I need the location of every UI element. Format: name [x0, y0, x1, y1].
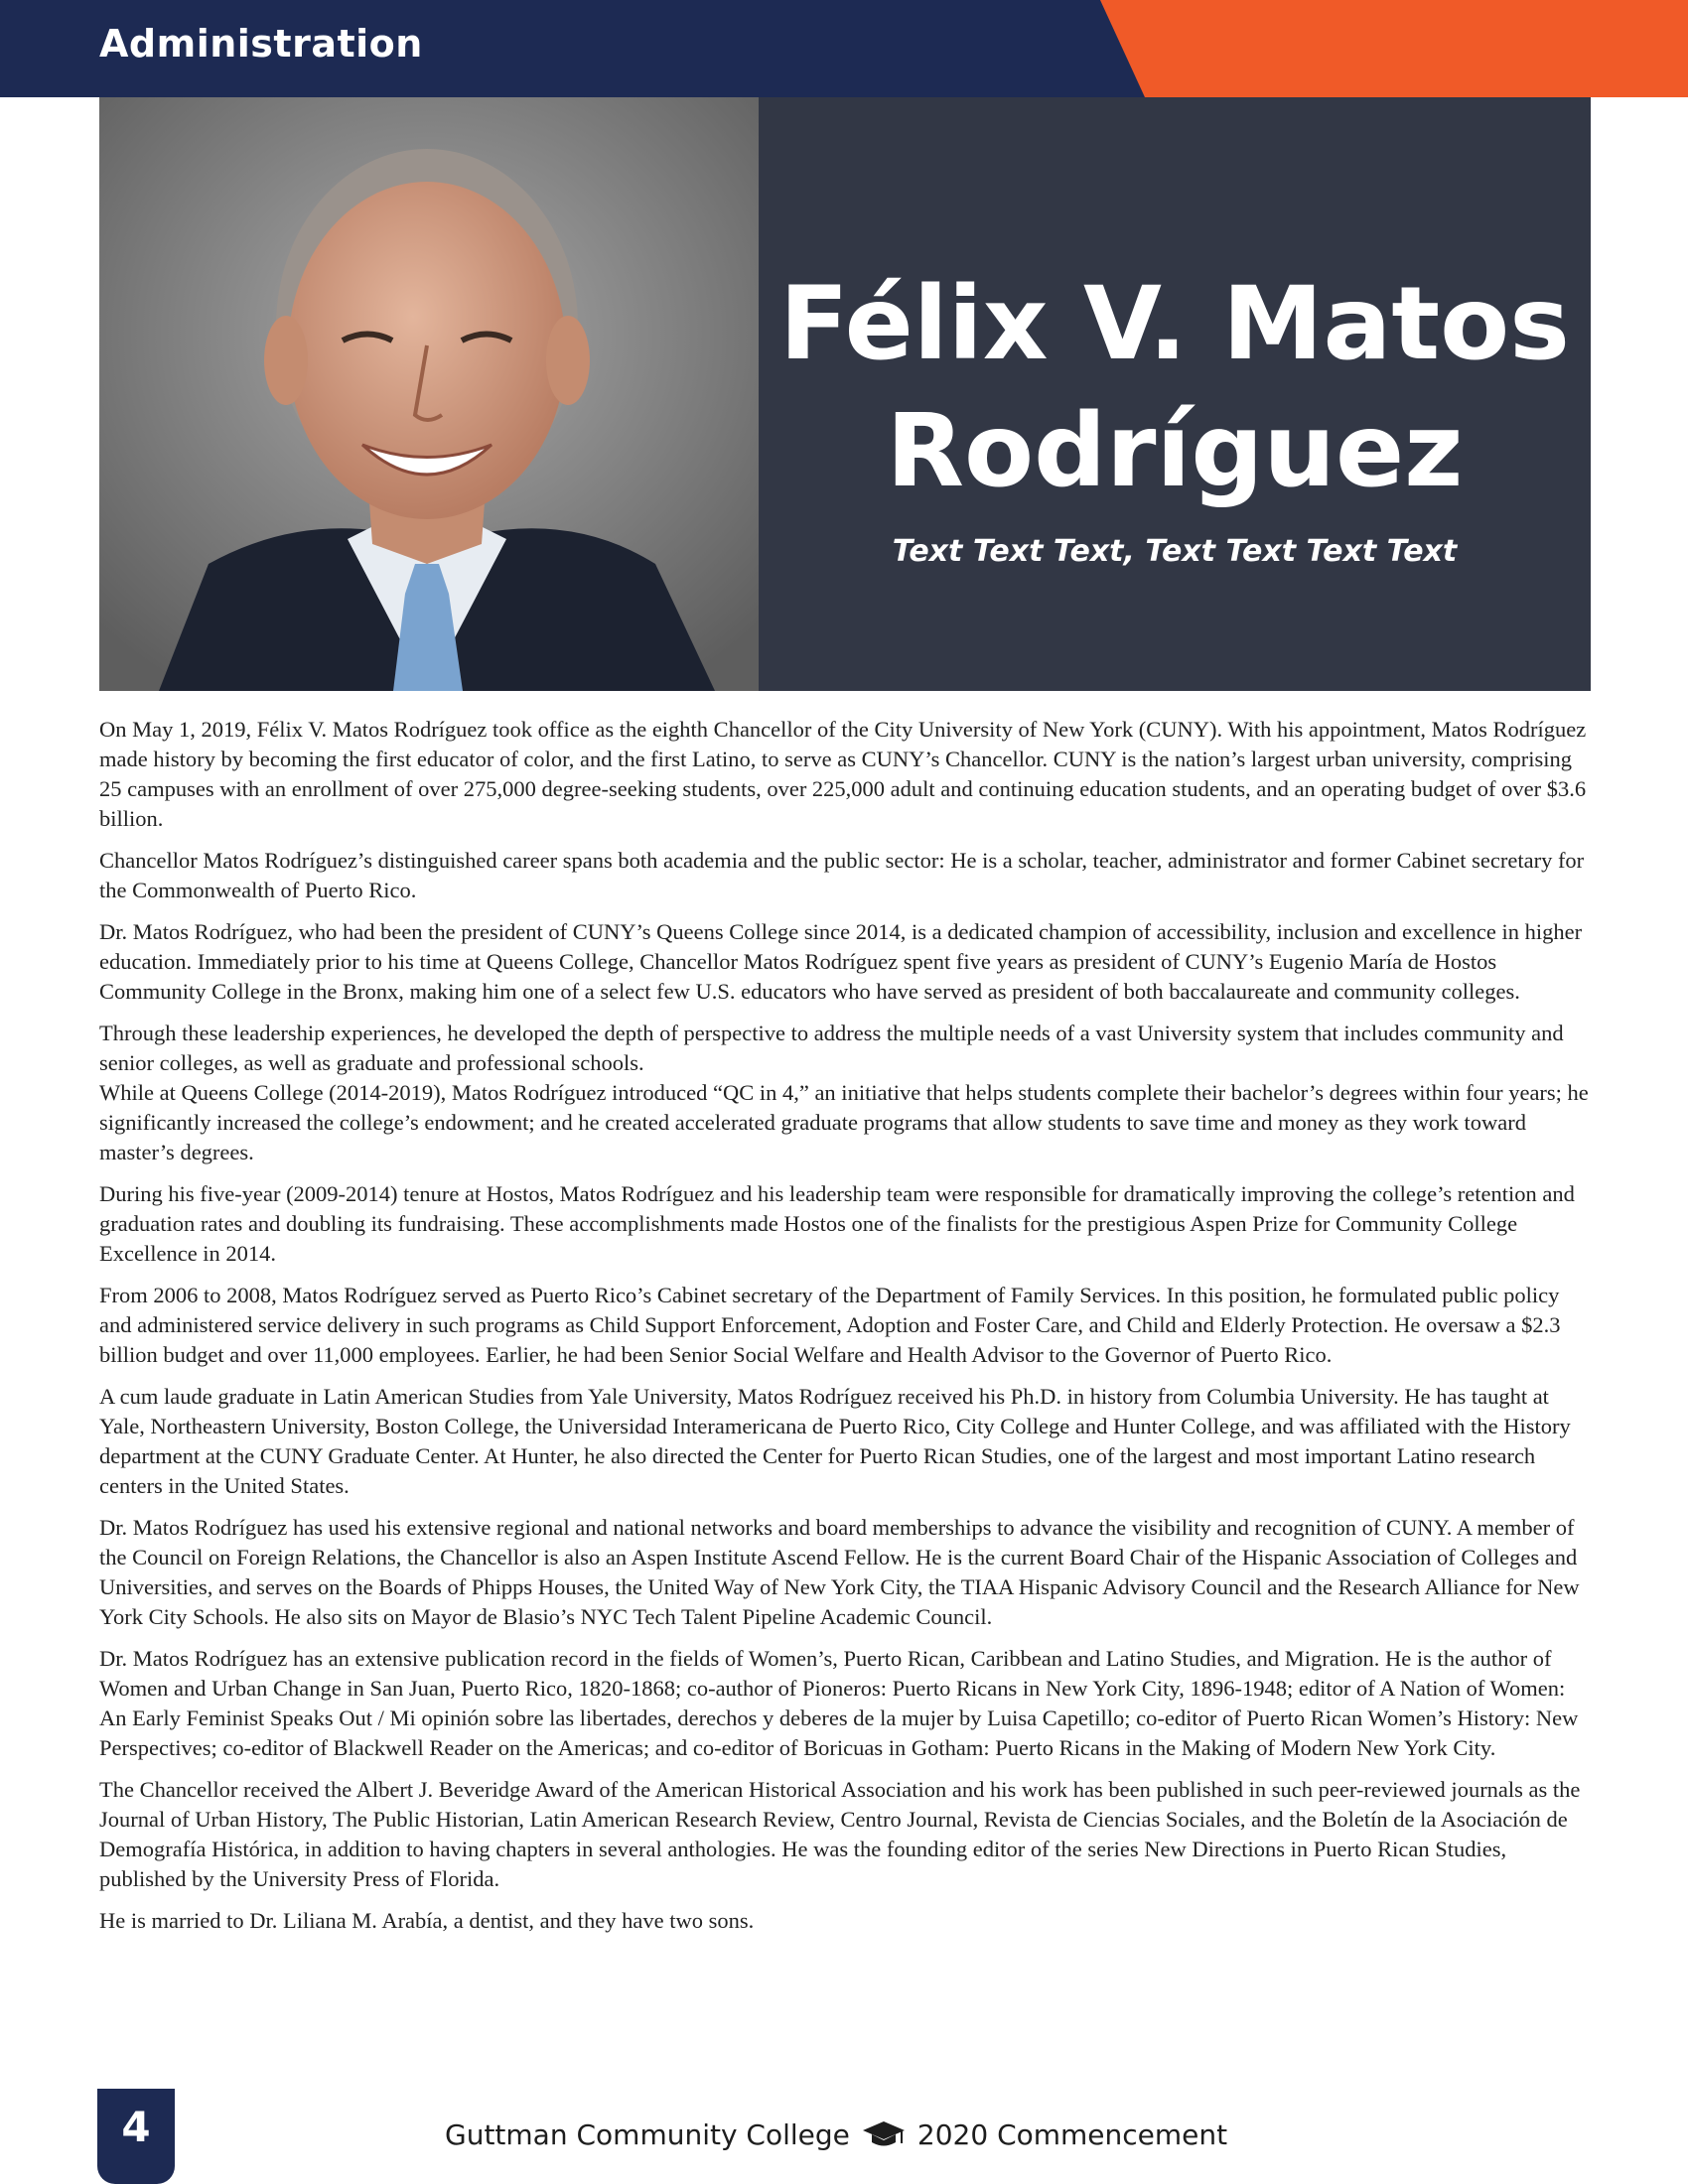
bio-paragraph: Chancellor Matos Rodríguez’s distinguished career spans both academia and the public sector: He is a scholar, teacher, administrator and former Cabinet secretary for the Commonwealth of Puerto Rico. — [99, 848, 1585, 902]
bio-paragraph: While at Queens College (2014-2019), Matos Rodríguez introduced “QC in 4,” an initiative that helps students complete their bachelor’s degrees within four years; he significantly increased the college’s endowment; and he created accelerated graduate programs that allow students to save time and money as they work toward master’s degrees. — [99, 1080, 1589, 1164]
bio-paragraph: During his five-year (2009-2014) tenure at Hostos, Matos Rodríguez and his leadership team were responsible for dramatically improving the college’s retention and graduation rates and doubling its fundraising. These accomplishments made Hostos one of the finalists for the prestigious Aspen Prize for Community College Excellence in 2014. — [99, 1181, 1575, 1266]
person-name-line1: Félix V. Matos — [779, 265, 1570, 383]
hero-panel — [99, 97, 1591, 691]
title-block — [759, 97, 1591, 691]
person-title: Text Text Text, Text Text Text Text — [892, 534, 1458, 569]
bio-paragraph: Through these leadership experiences, he developed the depth of perspective to address the multiple needs of a vast University system that includes community and senior colleges, as well as graduate and professional schools. — [99, 1021, 1564, 1075]
portrait-photo — [99, 97, 759, 691]
bio-paragraph: Dr. Matos Rodríguez, who had been the president of CUNY’s Queens College since 2014, is a dedicated champion of accessibility, inclusion and excellence in higher education. Immediately prior to his time at Queens College, Chancellor Matos Rodríguez spent five years as president of CUNY’s Eugenio María de Hostos Community College in the Bronx, making him one of a select few U.S. educators who have served as president of both baccalaureate and community colleges. — [99, 919, 1583, 1004]
section-title: Administration — [99, 22, 423, 66]
bio-paragraph: From 2006 to 2008, Matos Rodríguez served as Puerto Rico’s Cabinet secretary of the Department of Family Services. In this position, he formulated public policy and administered service delivery in such programs as Child Support Enforcement, Adoption and Foster Care, and Child and Elderly Protection. He oversaw a $2.3 billion budget and over 11,000 employees. Earlier, he had been Senior Social Welfare and Health Advisor to the Governor of Puerto Rico. — [99, 1283, 1561, 1367]
biography — [99, 715, 1591, 1948]
footer-college: Guttman Community College — [445, 2117, 850, 2151]
bio-paragraph: Dr. Matos Rodríguez has used his extensive regional and national networks and board memberships to advance the visibility and recognition of CUNY. A member of the Council on Foreign Relations, the Chancellor is also an Aspen Institute Ascend Fellow. He is the current Board Chair of the Hispanic Association of Colleges and Universities, and serves on the Boards of Phipps Houses, the United Way of New York City, the TIAA Hispanic Advisory Council and the Research Alliance for New York City Schools. He also sits on Mayor de Blasio’s NYC Tech Talent Pipeline Academic Council. — [99, 1515, 1580, 1629]
bio-paragraph: He is married to Dr. Liliana M. Arabía, a dentist, and they have two sons. — [99, 1908, 755, 1933]
bio-paragraph: The Chancellor received the Albert J. Beveridge Award of the American Historical Association and his work has been published in such peer-reviewed journals as the Journal of Urban History, The Public Historian, Latin American Research Review, Centro Journal, Revista de Ciencias Sociales, and the Boletín de la Asociación de Demografía Histórica, in addition to having chapters in several anthologies. He was the founding editor of the series New Directions in Puerto Rican Studies, published by the University Press of Florida. — [99, 1777, 1581, 1891]
person-name-line2: Rodríguez — [886, 392, 1464, 510]
footer-event: 2020 Commencement — [916, 2117, 1228, 2151]
person-name — [759, 261, 1591, 515]
bio-paragraph: A cum laude graduate in Latin American Studies from Yale University, Matos Rodríguez received his Ph.D. in history from Columbia University. He has taught at Yale, Northeastern University, Boston College, the Universidad Interamericana de Puerto Rico, City College and Hunter College, and was affiliated with the History department at the CUNY Graduate Center. At Hunter, he also directed the Center for Puerto Rican Studies, one of the largest and most important Latino research centers in the United States. — [99, 1384, 1571, 1498]
header-orange-accent — [1100, 0, 1688, 97]
header-bar — [0, 0, 1688, 97]
graduation-cap-icon — [862, 2119, 906, 2149]
bio-paragraph: On May 1, 2019, Félix V. Matos Rodríguez took office as the eighth Chancellor of the City University of New York (CUNY). With his appointment, Matos Rodríguez made history by becoming the first educator of color, and the first Latino, to serve as CUNY’s Chancellor. CUNY is the nation’s largest urban university, comprising 25 campuses with an enrollment of over 275,000 degree-seeking students, over 225,000 adult and continuing education students, and an operating budget of over $3.6 billion. — [99, 717, 1587, 831]
portrait-illustration — [99, 97, 759, 691]
footer — [445, 2115, 1227, 2154]
bio-paragraph: Dr. Matos Rodríguez has an extensive publication record in the fields of Women’s, Puerto Rican, Caribbean and Latino Studies, and Migration. He is the author of Women and Urban Change in San Juan, Puerto Rico, 1820-1868; co-author of Pioneros: Puerto Ricans in New York City, 1896-1948; editor of A Nation of Women: An Early Feminist Speaks Out / Mi opinión sobre las libertades, derechos y deberes de la mujer by Luisa Capetillo; co-editor of Puerto Rican Women’s History: New Perspectives; co-editor of Blackwell Reader on the Americas; and co-editor of Boricuas in Gotham: Puerto Ricans in the Making of Modern New York City. — [99, 1646, 1579, 1760]
page-number: 4 — [121, 2103, 151, 2151]
